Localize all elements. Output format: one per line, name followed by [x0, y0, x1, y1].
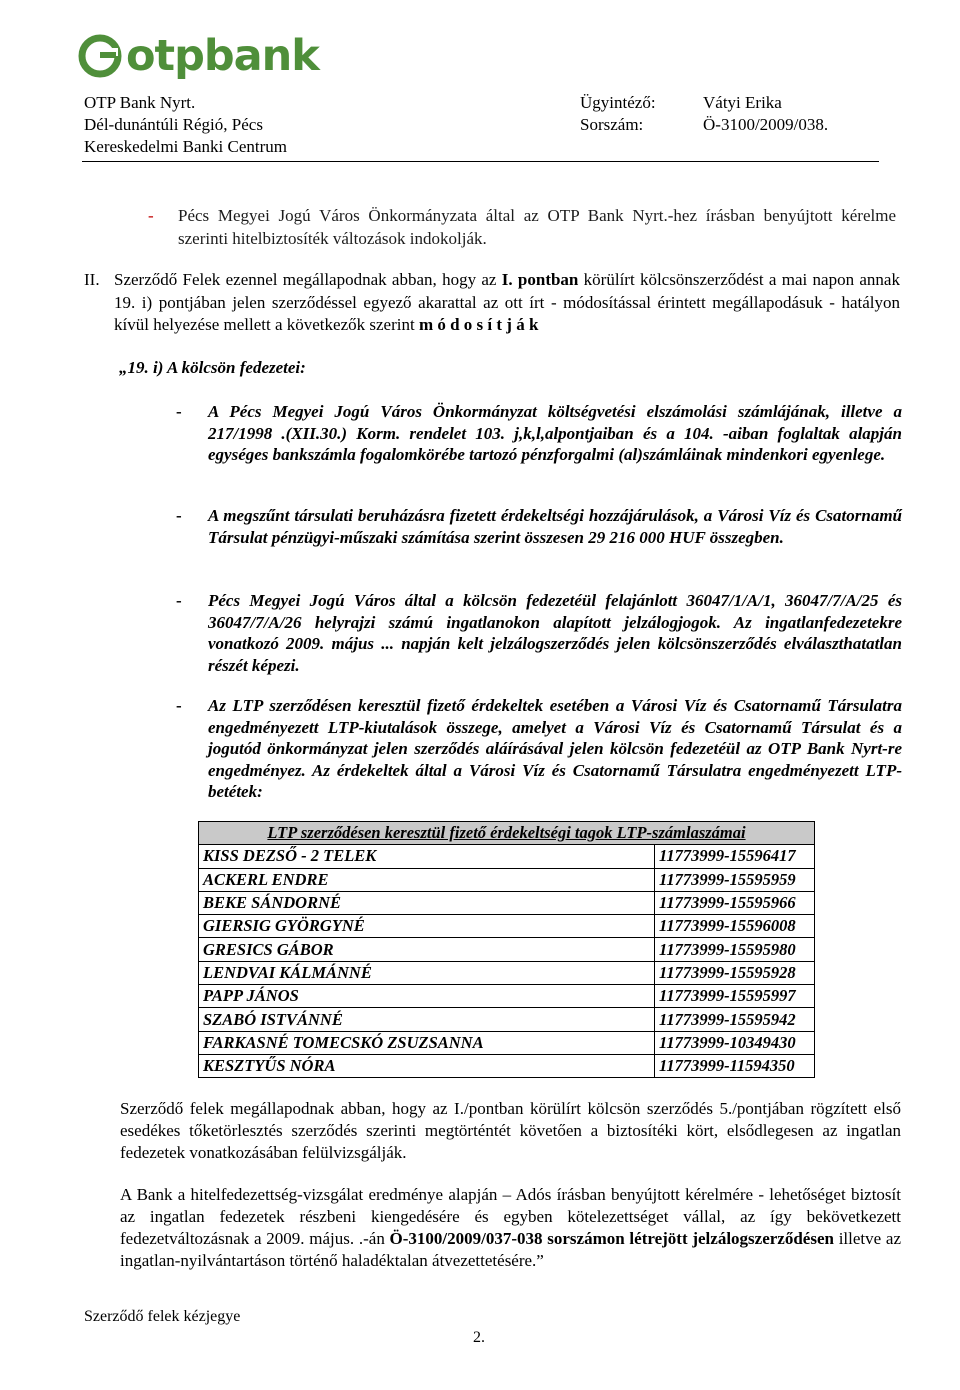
section-2-text-c: körülírt kölcsönszerződést a mai napon annak 19. i) pontjában jelen szerződéssel egyező akarattal az ott írt - módosítással érintett megállapodásuk - hatályon kívül helyezése mellett a következők szerint	[114, 270, 900, 334]
table-row	[199, 1008, 815, 1031]
header-divider	[82, 161, 879, 162]
admin-label: Ügyintéző:	[580, 93, 656, 112]
intro-dash: -	[148, 206, 154, 225]
member-name: PAPP JÁNOS	[199, 985, 655, 1008]
table-row	[199, 915, 815, 938]
logo-wordmark: otpbank	[126, 30, 319, 81]
member-name: KISS DEZSŐ - 2 TELEK	[199, 845, 655, 868]
account-number: 11773999-15595928	[655, 961, 815, 984]
account-number: 11773999-15596417	[655, 845, 815, 868]
intro-text: Pécs Megyei Jogú Város Önkormányzata által az OTP Bank Nyrt.-hez írásban benyújtott kérelme szerinti hitelbiztosíték változások indokolják.	[178, 206, 896, 248]
member-name: KESZTYŰS NÓRA	[199, 1054, 655, 1077]
otp-logo-mark-icon	[78, 34, 122, 78]
sender-block	[84, 92, 287, 158]
table-row	[199, 891, 815, 914]
release-text-b: Ö-3100/2009/037-038 sorszámon létrejött jelzálogszerződésen	[389, 1229, 834, 1248]
admin-value: Vátyi Erika	[703, 93, 782, 112]
bullet-dash: -	[176, 696, 182, 715]
account-number: 11773999-15595997	[655, 985, 815, 1008]
table-row	[199, 845, 815, 868]
member-name: ACKERL ENDRE	[199, 868, 655, 891]
release-text-a: A Bank a hitelfedezettség-vizsgálat eredménye alapján – Adós írásban benyújtott kérelmére - lehetőséget biztosít az ingatlan fedezetek részbeni kiengedésére és egyben kötelezettséget vállal, az így bekövetkezett fedezetváltozásnak a 2009. május. .-án	[120, 1185, 901, 1248]
collateral-item	[176, 505, 902, 548]
ltp-accounts-table	[198, 821, 815, 1078]
release-text-c: illetve az ingatlan-nyilvántartáson történő haladéktalan átvezettetésére.”	[120, 1229, 901, 1270]
table-row	[199, 985, 815, 1008]
company-name: OTP Bank Nyrt.	[84, 93, 196, 112]
member-name: SZABÓ ISTVÁNNÉ	[199, 1008, 655, 1031]
section-2-text-b: I. pontban	[501, 270, 579, 289]
collateral-item	[176, 590, 902, 676]
table-row	[199, 1031, 815, 1054]
section-2	[84, 269, 900, 337]
bullet-dash: -	[176, 506, 182, 525]
table-row	[199, 961, 815, 984]
section-2-number: II.	[84, 270, 100, 289]
centre-name: Kereskedelmi Banki Centrum	[84, 137, 288, 156]
collateral-item	[176, 401, 902, 466]
member-name: FARKASNÉ TOMECSKÓ ZSUZSANNA	[199, 1031, 655, 1054]
collateral-text: A megszűnt társulati beruházásra fizetett érdekeltségi hozzájárulások, a Városi Víz és Csatornamű Társulat pénzügyi-műszaki számítása szerint összesen 29 216 000 HUF összegben.	[208, 506, 902, 547]
table-row	[199, 868, 815, 891]
meta-labels	[580, 92, 656, 136]
account-number: 11773999-10349430	[655, 1031, 815, 1054]
bullet-dash: -	[176, 591, 182, 610]
subsection-title: „19. i) A kölcsön fedezetei:	[119, 358, 306, 377]
otp-logo	[78, 30, 319, 82]
member-name: BEKE SÁNDORNÉ	[199, 891, 655, 914]
account-number: 11773999-11594350	[655, 1054, 815, 1077]
account-number: 11773999-15595959	[655, 868, 815, 891]
page-number: 2.	[473, 1329, 485, 1346]
section-2-text-a: Szerződő Felek ezennel megállapodnak abban, hogy az	[114, 270, 502, 289]
serial-label: Sorszám:	[580, 115, 644, 134]
collateral-text: A Pécs Megyei Jogú Város Önkormányzat költségvetési elszámolási számlájának, illetve a 217/1998 .(XII.30.) Korm. rendelet 103. j,k,l,alpontjaiban és a 104. -aiban foglaltak alapján egységes bankszámla fogalomkörébe tartozó pénzforgalmi (al)számláinak mindenkori egyenlege.	[208, 402, 902, 464]
bullet-dash: -	[176, 402, 182, 421]
serial-value: Ö-3100/2009/038.	[703, 115, 829, 134]
account-number: 11773999-15595966	[655, 891, 815, 914]
collateral-item	[176, 695, 902, 803]
section-2-text-d: m ó d o s í t j á k	[418, 315, 539, 334]
review-paragraph: Szerződő felek megállapodnak abban, hogy az I./pontban körülírt kölcsön szerződés 5./pontjában rögzített első esedékes tőketörlesztés szerződés szerinti megtörténtét követően a biztosítéki kört, elsődlegesen az ingatlan fedezetek vonatkozásában felülvizsgálják.	[120, 1099, 901, 1162]
account-number: 11773999-15595980	[655, 938, 815, 961]
account-number: 11773999-15595942	[655, 1008, 815, 1031]
meta-values	[703, 92, 828, 136]
signature-label: Szerződő felek kézjegye	[84, 1308, 241, 1325]
account-number: 11773999-15596008	[655, 915, 815, 938]
member-name: LENDVAI KÁLMÁNNÉ	[199, 961, 655, 984]
table-row	[199, 1054, 815, 1077]
release-paragraph	[120, 1184, 901, 1272]
region-name: Dél-dunántúli Régió, Pécs	[84, 115, 263, 134]
member-name: GRESICS GÁBOR	[199, 938, 655, 961]
intro-item	[148, 205, 896, 250]
collateral-text: Az LTP szerződésen keresztül fizető érdekeltek esetében a Városi Víz és Csatornamű Társulatra engedményezett LTP-kiutalások összege, amelyet a Városi Víz és Csatornamű Társulat és a jogutód önkormányzat jelen szerződés aláírásával jelen kölcsön fedezetéül az OTP Bank Nyrt-re engedményez. Az érdekeltek által a Városi Víz és Csatornamű Társulatra engedményezett LTP-betétek:	[208, 696, 902, 801]
member-name: GIERSIG GYÖRGYNÉ	[199, 915, 655, 938]
section-2-text	[114, 269, 900, 337]
collateral-text: Pécs Megyei Jogú Város által a kölcsön fedezetéül felajánlott 36047/1/A/1, 36047/7/A/25 és 36047/7/A/26 helyrajzi számú ingatlanokon alapított jelzálogjogok. Az ingatlanfedezetekre vonatkozó 2009. május ... napján kelt jelzálogszerződés jelen kölcsönszerződés elválaszthatatlan részét képezi.	[208, 591, 902, 675]
table-header: LTP szerződésen keresztül fizető érdekeltségi tagok LTP-számlaszámai	[199, 822, 815, 845]
table-row	[199, 938, 815, 961]
